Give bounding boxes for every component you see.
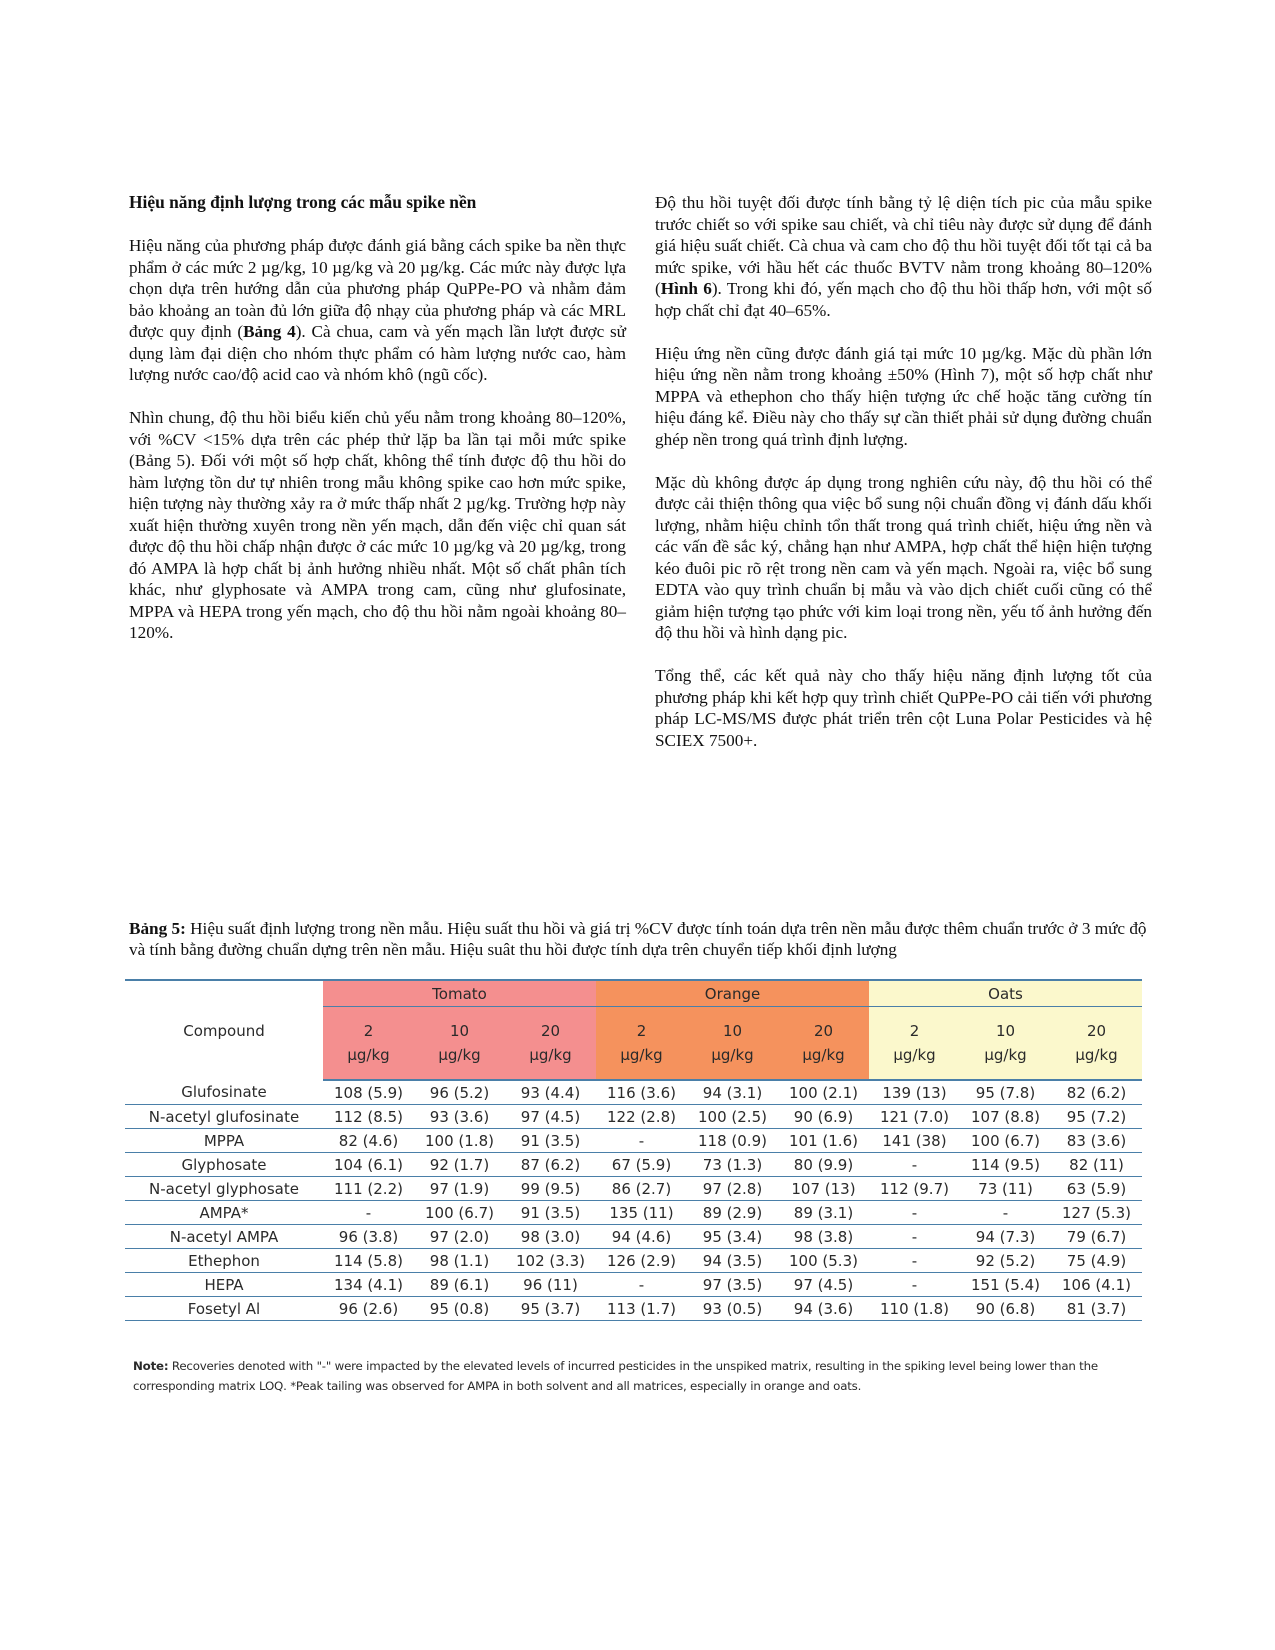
compound-name: AMPA* (125, 1201, 323, 1225)
table-row (125, 1225, 1142, 1249)
compound-name: Glyphosate (125, 1153, 323, 1177)
table-row (125, 1273, 1142, 1297)
recovery-cell: 100 (2.5) (687, 1105, 778, 1129)
recovery-cell: 110 (1.8) (869, 1297, 960, 1321)
level-header: 20 µg/kg (505, 1007, 596, 1081)
recovery-cell: 94 (3.6) (778, 1297, 869, 1321)
recovery-cell: 89 (6.1) (414, 1273, 505, 1297)
recovery-cell: 122 (2.8) (596, 1105, 687, 1129)
recovery-cell: 87 (6.2) (505, 1153, 596, 1177)
recovery-cell: 94 (3.5) (687, 1249, 778, 1273)
recovery-cell: - (869, 1249, 960, 1273)
compound-name: Glufosinate (125, 1080, 323, 1105)
recovery-cell: 95 (3.4) (687, 1225, 778, 1249)
recovery-cell: 114 (9.5) (960, 1153, 1051, 1177)
paragraph-conclusion: Tổng thể, các kết quả này cho thấy hiệu năng định lượng tốt của phương pháp khi kết hợp quy trình chiết QuPPe-PO cải tiến với phương pháp LC-MS/MS được phát triển trên cột Luna Polar Pesticides và hệ SCIEX 7500+. (655, 666, 1152, 750)
recovery-cell: 111 (2.2) (323, 1177, 414, 1201)
recovery-cell: 97 (4.5) (505, 1105, 596, 1129)
recovery-cell: 91 (3.5) (505, 1201, 596, 1225)
recovery-cell: 151 (5.4) (960, 1273, 1051, 1297)
level-header: 10 µg/kg (960, 1007, 1051, 1081)
right-column (655, 192, 1152, 773)
recovery-cell: 114 (5.8) (323, 1249, 414, 1273)
recovery-cell: 100 (6.7) (960, 1129, 1051, 1153)
recovery-cell: 90 (6.9) (778, 1105, 869, 1129)
recovery-table (125, 979, 1142, 1321)
recovery-cell: 102 (3.3) (505, 1249, 596, 1273)
recovery-cell: 96 (11) (505, 1273, 596, 1297)
paragraph-matrix-effect: Hiệu ứng nền cũng được đánh giá tại mức 10 µg/kg. Mặc dù phần lớn hiệu ứng nền nằm trong khoảng ±50% (Hình 7), một số hợp chất như MPPA và ethephon cho thấy hiện tượng ức chế hoặc tăng cường tín hiệu đáng kể. Điều này cho thấy sự cần thiết phải sử dụng đường chuẩn ghép nền trong quá trình định lượng. (655, 343, 1152, 449)
recovery-cell: 107 (8.8) (960, 1105, 1051, 1129)
recovery-cell: 139 (13) (869, 1080, 960, 1105)
recovery-cell: 106 (4.1) (1051, 1273, 1142, 1297)
recovery-cell: 95 (3.7) (505, 1297, 596, 1321)
left-column (129, 192, 626, 665)
table-row (125, 1297, 1142, 1321)
recovery-cell: 96 (3.8) (323, 1225, 414, 1249)
recovery-cell: 127 (5.3) (1051, 1201, 1142, 1225)
table-row (125, 1153, 1142, 1177)
recovery-cell: 98 (3.8) (778, 1225, 869, 1249)
recovery-cell: - (596, 1273, 687, 1297)
recovery-cell: 93 (3.6) (414, 1105, 505, 1129)
recovery-cell: 121 (7.0) (869, 1105, 960, 1129)
recovery-cell: 92 (5.2) (960, 1249, 1051, 1273)
table-row (125, 1201, 1142, 1225)
recovery-cell: 89 (3.1) (778, 1201, 869, 1225)
recovery-cell: 141 (38) (869, 1129, 960, 1153)
recovery-cell: - (869, 1225, 960, 1249)
recovery-cell: 67 (5.9) (596, 1153, 687, 1177)
recovery-cell: 135 (11) (596, 1201, 687, 1225)
recovery-cell: 134 (4.1) (323, 1273, 414, 1297)
recovery-cell: 92 (1.7) (414, 1153, 505, 1177)
compound-name: N-acetyl glyphosate (125, 1177, 323, 1201)
level-header: 20 µg/kg (1051, 1007, 1142, 1081)
recovery-cell: 101 (1.6) (778, 1129, 869, 1153)
compound-name: N-acetyl AMPA (125, 1225, 323, 1249)
recovery-cell: 99 (9.5) (505, 1177, 596, 1201)
paragraph-absolute-recovery: Độ thu hồi tuyệt đối được tính bằng tỷ lệ diện tích pic của mẫu spike trước chiết so với spike sau chiết, và chỉ tiêu này được sử dụng để đánh giá hiệu suất chiết. Cà chua và cam cho độ thu hồi tuyệt đối tốt tại cả ba mức spike, với hầu hết các thuốc BVTV nằm trong khoảng 80–120% (Hình 6). Trong khi đó, yến mạch cho độ thu hồi thấp hơn, với một số hợp chất chỉ đạt 40–65%. (655, 193, 1152, 320)
recovery-cell: 75 (4.9) (1051, 1249, 1142, 1273)
recovery-cell: 79 (6.7) (1051, 1225, 1142, 1249)
recovery-cell: 81 (3.7) (1051, 1297, 1142, 1321)
recovery-cell: 73 (1.3) (687, 1153, 778, 1177)
recovery-cell: 104 (6.1) (323, 1153, 414, 1177)
recovery-cell: 98 (1.1) (414, 1249, 505, 1273)
recovery-cell: 94 (7.3) (960, 1225, 1051, 1249)
recovery-cell: 97 (3.5) (687, 1273, 778, 1297)
recovery-cell: 113 (1.7) (596, 1297, 687, 1321)
paragraph-apparent-recovery: Nhìn chung, độ thu hồi biểu kiến chủ yếu nằm trong khoảng 80–120%, với %CV <15% dựa trên các phép thử lặp ba lần tại mỗi mức spike (Bảng 5). Đối với một số hợp chất, không thể tính được độ thu hồi do hàm lượng tồn dư tự nhiên trong mẫu không spike cao hơn mức spike, hiện tượng này thường xảy ra ở mức thấp nhất 2 µg/kg. Trường hợp này xuất hiện thường xuyên trong nền yến mạch, dẫn đến việc chỉ quan sát được độ thu hồi chấp nhận được ở các mức 10 µg/kg và 20 µg/kg, trong đó AMPA là hợp chất bị ảnh hưởng nhiều nhất. Một số chất phân tích khác, như glyphosate và AMPA trong cam, cũng như glufosinate, MPPA và HEPA trong yến mạch, cho độ thu hồi nằm ngoài khoảng 80–120%. (129, 408, 626, 642)
compound-name: Fosetyl Al (125, 1297, 323, 1321)
matrix-header-orange: Orange (596, 980, 869, 1007)
recovery-cell: 93 (4.4) (505, 1080, 596, 1105)
table-row (125, 1129, 1142, 1153)
recovery-cell: - (869, 1273, 960, 1297)
level-header: 10 µg/kg (687, 1007, 778, 1081)
recovery-cell: 89 (2.9) (687, 1201, 778, 1225)
recovery-cell: 96 (5.2) (414, 1080, 505, 1105)
section-heading: Hiệu năng định lượng trong các mẫu spike nền (129, 192, 477, 212)
recovery-cell: 97 (2.8) (687, 1177, 778, 1201)
recovery-cell: 100 (5.3) (778, 1249, 869, 1273)
recovery-cell: 96 (2.6) (323, 1297, 414, 1321)
level-header: 2 µg/kg (869, 1007, 960, 1081)
table-row (125, 1080, 1142, 1105)
recovery-cell: - (869, 1153, 960, 1177)
recovery-cell: 82 (11) (1051, 1153, 1142, 1177)
table-caption-label: Bảng 5: (129, 919, 186, 938)
compound-header: Compound (125, 980, 323, 1080)
recovery-cell: 97 (2.0) (414, 1225, 505, 1249)
compound-name: MPPA (125, 1129, 323, 1153)
level-header: 2 µg/kg (596, 1007, 687, 1081)
level-header: 10 µg/kg (414, 1007, 505, 1081)
matrix-header-tomato: Tomato (323, 980, 596, 1007)
matrix-header-oats: Oats (869, 980, 1142, 1007)
recovery-cell: 80 (9.9) (778, 1153, 869, 1177)
figure-6-reference: Hình 6 (660, 279, 712, 298)
recovery-cell: 86 (2.7) (596, 1177, 687, 1201)
table-row (125, 1105, 1142, 1129)
compound-name: HEPA (125, 1273, 323, 1297)
recovery-cell: 93 (0.5) (687, 1297, 778, 1321)
table-row (125, 1249, 1142, 1273)
compound-name: Ethephon (125, 1249, 323, 1273)
paragraph-internal-standard: Mặc dù không được áp dụng trong nghiên cứu này, độ thu hồi có thể được cải thiện thông qua việc bổ sung nội chuẩn đồng vị đánh dấu khối lượng, nhằm hiệu chỉnh tổn thất trong quá trình chiết, hiệu ứng nền và các vấn đề sắc ký, chẳng hạn như AMPA, hợp chất thể hiện hiện tượng kéo đuôi pic rõ rệt trong nền cam và yến mạch. Ngoài ra, việc bổ sung EDTA vào quy trình chuẩn bị mẫu và vào dịch chiết cuối cũng có thể giảm hiện tượng tạo phức với kim loại trong nền, yếu tố ảnh hưởng đến độ thu hồi và hình dạng pic. (655, 472, 1152, 642)
recovery-cell: 94 (4.6) (596, 1225, 687, 1249)
recovery-cell: 118 (0.9) (687, 1129, 778, 1153)
paragraph-method-performance: Hiệu năng của phương pháp được đánh giá bằng cách spike ba nền thực phẩm ở các mức 2 µg/kg, 10 µg/kg và 20 µg/kg. Các mức này được lựa chọn dựa trên hướng dẫn của phương pháp QuPPe-PO và nhằm đảm bảo khoảng an toàn đủ lớn giữa độ nhạy của phương pháp và các MRL được quy định (Bảng 4). Cà chua, cam và yến mạch lần lượt được sử dụng làm đại diện cho nhóm thực phẩm có hàm lượng nước cao, hàm lượng nước cao/độ acid cao và nhóm khô (ngũ cốc). (129, 236, 626, 384)
recovery-cell: 112 (8.5) (323, 1105, 414, 1129)
recovery-cell: - (323, 1201, 414, 1225)
recovery-cell: - (960, 1201, 1051, 1225)
recovery-cell: 126 (2.9) (596, 1249, 687, 1273)
recovery-cell: - (869, 1201, 960, 1225)
recovery-cell: 82 (6.2) (1051, 1080, 1142, 1105)
recovery-cell: 90 (6.8) (960, 1297, 1051, 1321)
recovery-cell: 97 (4.5) (778, 1273, 869, 1297)
table-note: Note: Recoveries denoted with "-" were impacted by the elevated levels of incurred pesticides in the unspiked matrix, resulting in the spiking level being lower than the corresponding matrix LOQ. *Peak tailing was observed for AMPA in both solvent and all matrices, especially in orange and oats. (133, 1359, 1098, 1393)
table-caption-text: Hiệu suất định lượng trong nền mẫu. Hiệu suất thu hồi và giá trị %CV được tính toán dựa trên nền mẫu được thêm chuẩn trước ở 3 mức độ và tính bằng đường chuẩn dựng trên nền mẫu. Hiệu suât thu hồi được tính dựa trên chuyển tiếp khối định lượng (129, 919, 1147, 959)
recovery-cell: 91 (3.5) (505, 1129, 596, 1153)
recovery-cell: 82 (4.6) (323, 1129, 414, 1153)
recovery-cell: 100 (2.1) (778, 1080, 869, 1105)
level-header: 20 µg/kg (778, 1007, 869, 1081)
recovery-cell: 107 (13) (778, 1177, 869, 1201)
table-4-reference: Bảng 4 (243, 322, 296, 341)
recovery-cell: 95 (0.8) (414, 1297, 505, 1321)
recovery-cell: 97 (1.9) (414, 1177, 505, 1201)
recovery-cell: 98 (3.0) (505, 1225, 596, 1249)
recovery-cell: 94 (3.1) (687, 1080, 778, 1105)
recovery-cell: 95 (7.2) (1051, 1105, 1142, 1129)
recovery-cell: 108 (5.9) (323, 1080, 414, 1105)
table-note-label: Note: (133, 1359, 169, 1373)
table-row (125, 1177, 1142, 1201)
recovery-cell: 100 (6.7) (414, 1201, 505, 1225)
recovery-cell: 112 (9.7) (869, 1177, 960, 1201)
level-header: 2 µg/kg (323, 1007, 414, 1081)
recovery-cell: 95 (7.8) (960, 1080, 1051, 1105)
recovery-cell: 73 (11) (960, 1177, 1051, 1201)
recovery-cell: 63 (5.9) (1051, 1177, 1142, 1201)
recovery-cell: 100 (1.8) (414, 1129, 505, 1153)
table-caption (129, 918, 1159, 960)
recovery-cell: 83 (3.6) (1051, 1129, 1142, 1153)
compound-name: N-acetyl glufosinate (125, 1105, 323, 1129)
recovery-cell: - (596, 1129, 687, 1153)
recovery-cell: 116 (3.6) (596, 1080, 687, 1105)
table-body (125, 1080, 1142, 1321)
